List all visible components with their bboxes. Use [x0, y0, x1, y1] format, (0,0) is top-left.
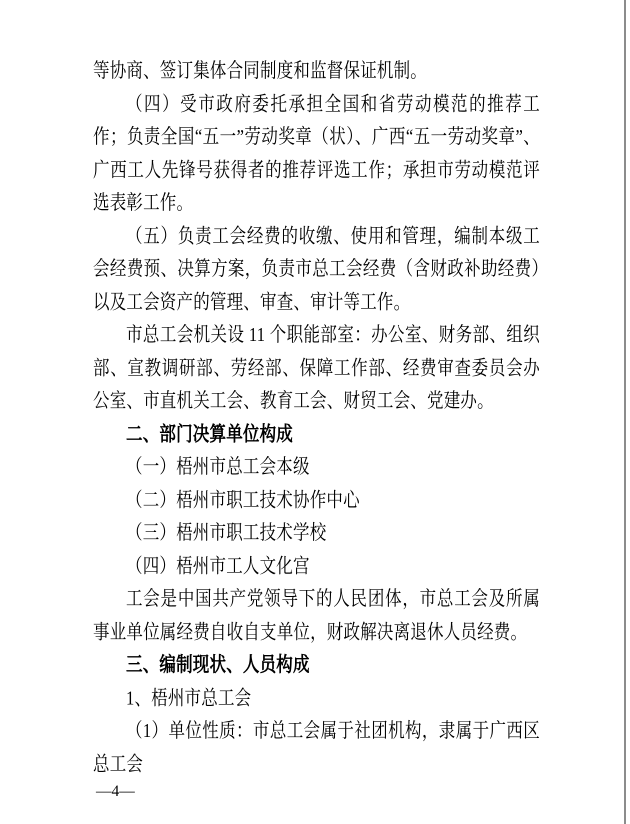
paragraph: （三）梧州市职工技术学校 [126, 520, 327, 544]
paragraph: （一）梧州市总工会本级 [126, 454, 310, 478]
document-body [93, 54, 540, 780]
section-heading: 三、编制现状、人员构成 [126, 652, 310, 676]
paragraph: （二）梧州市职工技术协作中心 [126, 487, 360, 511]
paragraph: 等协商、签订集体合同制度和监督保证机制。 [93, 58, 427, 82]
paragraph: 工会是中国共产党领导下的人民团体，市总工会及所属事业单位属经费自收自支单位，财政解决离退休人员经费。 [93, 586, 540, 643]
paragraph: （四）受市政府委托承担全国和省劳动模范的推荐工作；负责全国“五一”劳动奖章（状）、广西“五一劳动奖章”、广西工人先锋号获得者的推荐评选工作；承担市劳动模范评选表彰工作。 [93, 91, 540, 214]
page-number: —4— [96, 783, 135, 800]
section-heading: 二、部门决算单位构成 [126, 421, 293, 445]
paragraph: （1）单位性质：市总工会属于社团机构，隶属于广西区总工会 [93, 718, 540, 775]
page-edge-rule [624, 0, 626, 824]
paragraph: 市总工会机关设 11 个职能部室：办公室、财务部、组织部、宣教调研部、劳经部、保障工作部、经费审查委员会办公室、市直机关工会、教育工会、财贸工会、党建办。 [93, 322, 540, 412]
paragraph: （四）梧州市工人文化宫 [126, 553, 310, 577]
paragraph: （五）负责工会经费的收缴、使用和管理，编制本级工会经费预、决算方案，负责市总工会经费（含财政补助经费）以及工会资产的管理、审查、审计等工作。 [93, 223, 540, 313]
paragraph: 1、梧州市总工会 [126, 685, 252, 709]
